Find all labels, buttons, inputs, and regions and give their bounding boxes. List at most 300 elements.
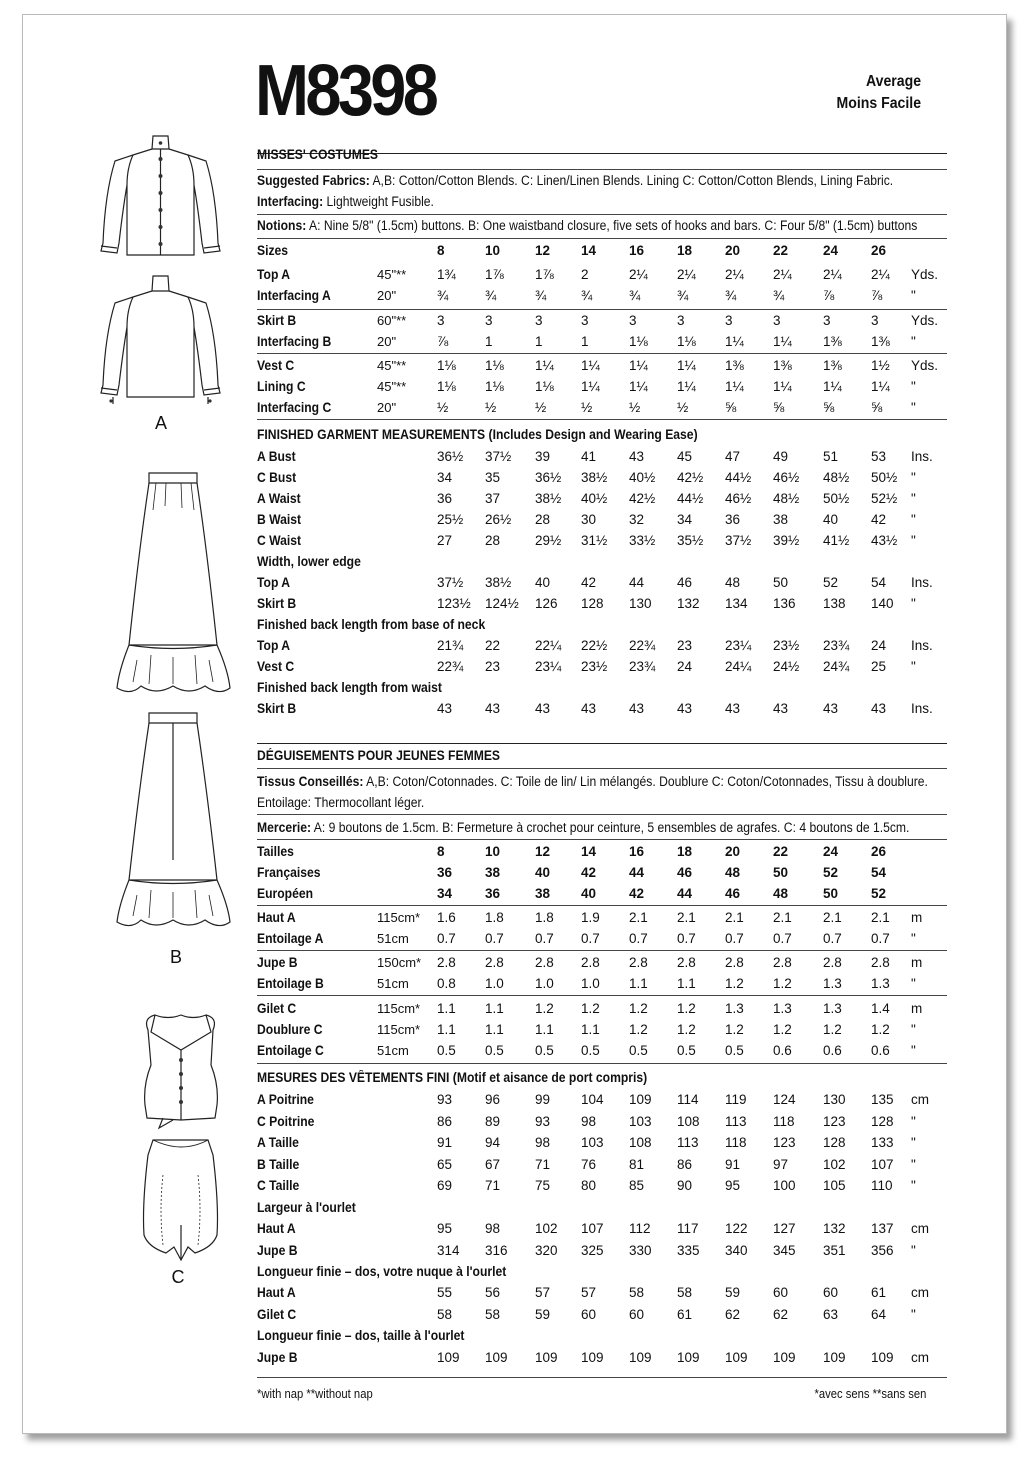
table-cell: 0.7 (581, 931, 600, 946)
table-cell: 2.8 (485, 955, 504, 970)
table-cell: 22¼ (535, 638, 562, 653)
table-cell: 109 (823, 1350, 846, 1365)
table-cell: 109 (629, 1092, 652, 1107)
table-cell: 104 (581, 1092, 604, 1107)
table-cell: 24 (823, 844, 839, 859)
table-cell: 52½ (871, 491, 898, 506)
table-cell: 118 (725, 1135, 747, 1150)
table-cell: 2.8 (437, 955, 456, 970)
table-cell: 51 (823, 449, 839, 464)
table-cell: 1¼ (871, 379, 890, 394)
table-cell: 14 (581, 243, 597, 258)
table-row (257, 447, 957, 468)
table-row (257, 974, 957, 995)
table-cell: 53 (871, 449, 887, 464)
view-b-label: B (169, 947, 182, 967)
table-cell: 43 (485, 701, 501, 716)
table-cell: 1.1 (535, 1022, 554, 1037)
table-cell: 316 (485, 1243, 508, 1258)
fabric-width: 115cm* (377, 1001, 421, 1016)
table-cell: 134 (725, 596, 748, 611)
table-cell: 0.6 (773, 1043, 792, 1058)
table-cell: ¾ (677, 288, 689, 303)
table-cell: 1⅛ (437, 358, 456, 373)
table-cell: 23½ (581, 659, 608, 674)
unit: " (911, 1307, 916, 1322)
row-label: Jupe B (257, 1243, 298, 1258)
table-cell: 48½ (773, 491, 800, 506)
table-cell: 2.8 (581, 955, 600, 970)
table-cell: 38½ (581, 470, 608, 485)
table-cell: ½ (581, 400, 593, 415)
table-cell: 1.1 (629, 976, 648, 991)
table-cell: 36½ (437, 449, 464, 464)
row-label: Top A (257, 575, 291, 590)
table-cell: 42½ (677, 470, 704, 485)
table-cell: 37 (485, 491, 501, 506)
table-cell: 335 (677, 1243, 700, 1258)
table-cell: 42½ (629, 491, 656, 506)
view-c-back-drawing (133, 1135, 228, 1265)
table-cell: 43 (437, 701, 453, 716)
finished-title-fr: MESURES DES VÊTEMENTS FINI (Motif et aisance de port compris) (257, 1070, 648, 1085)
difficulty-level (836, 71, 921, 115)
row-label: Skirt B (257, 701, 297, 716)
table-cell: 1.6 (437, 910, 456, 925)
table-cell: 36 (485, 886, 501, 901)
table-cell: 91 (437, 1135, 453, 1150)
table-row (257, 489, 957, 510)
table-cell: ⅝ (823, 400, 835, 415)
table-cell: 12 (535, 243, 551, 258)
table-cell: 18 (677, 243, 693, 258)
table-cell: 107 (581, 1221, 604, 1236)
fabric-width: 51cm (377, 931, 409, 946)
table-cell: 33½ (629, 533, 656, 548)
table-cell: 122 (725, 1221, 748, 1236)
fabric-width: 60"** (377, 313, 407, 328)
table-cell: 1¼ (773, 379, 792, 394)
table-cell: ½ (629, 400, 641, 415)
table-cell: 1.3 (823, 1001, 842, 1016)
table-cell: 128 (823, 1135, 846, 1150)
table-cell: 1¼ (677, 358, 696, 373)
row-label: Interfacing A (257, 288, 331, 303)
table-cell: 86 (677, 1157, 693, 1172)
table-cell: 2.8 (871, 955, 890, 970)
table-cell: 1⅛ (677, 334, 696, 349)
table-cell: 61 (871, 1285, 887, 1300)
table-cell: 28 (535, 512, 551, 527)
table-cell: 113 (725, 1114, 747, 1129)
table-cell: 1⅞ (535, 267, 554, 282)
table-cell: 1.1 (485, 1022, 504, 1037)
table-cell: 1⅛ (535, 379, 554, 394)
table-row (257, 678, 957, 699)
table-cell: 0.7 (773, 931, 792, 946)
table-cell: 1⅜ (773, 358, 792, 373)
table-row (257, 1176, 957, 1197)
table-cell: 60 (773, 1285, 789, 1300)
row-label: Top A (257, 638, 291, 653)
table-cell: 109 (677, 1350, 700, 1365)
table-cell: 12 (535, 844, 551, 859)
table-cell: 40½ (629, 470, 656, 485)
table-row (257, 863, 957, 884)
footnote-en: *with nap **without nap (257, 1387, 373, 1401)
table-cell: 93 (535, 1114, 551, 1129)
table-cell: 0.5 (725, 1043, 744, 1058)
table-cell: 1¼ (629, 358, 648, 373)
table-cell: 60 (629, 1307, 645, 1322)
table-cell: 2¼ (871, 267, 890, 282)
table-cell: 0.7 (871, 931, 890, 946)
table-cell: ¾ (725, 288, 737, 303)
table-cell: 71 (485, 1178, 501, 1193)
row-label: Gilet C (257, 1307, 297, 1322)
table-cell: 48½ (823, 470, 850, 485)
row-label: Haut A (257, 1285, 296, 1300)
table-cell: 1.3 (871, 976, 890, 991)
row-label: Top A (257, 267, 291, 282)
unit: " (911, 470, 916, 485)
table-cell: 1.2 (629, 1022, 648, 1037)
table-cell: 105 (823, 1178, 846, 1193)
unit: cm (911, 1285, 929, 1300)
row-label: Entoilage C (257, 1043, 324, 1058)
table-cell: 1.8 (485, 910, 504, 925)
table-cell: 3 (823, 313, 831, 328)
table-cell: 3 (581, 313, 589, 328)
table-cell: 117 (677, 1221, 699, 1236)
table-cell: 1⅜ (725, 358, 744, 373)
table-cell: 124 (773, 1092, 796, 1107)
table-row (257, 1219, 957, 1240)
table-cell: 2.1 (823, 910, 842, 925)
table-cell: 23¾ (629, 659, 656, 674)
table-cell: 52 (871, 886, 887, 901)
table-cell: 22¾ (437, 659, 464, 674)
table-cell: 325 (581, 1243, 604, 1258)
table-cell: 109 (725, 1350, 748, 1365)
table-cell: 36 (437, 865, 453, 880)
table-cell: 133 (871, 1135, 894, 1150)
row-label: Sizes (257, 243, 289, 258)
table-cell: ¾ (581, 288, 593, 303)
unit: " (911, 931, 916, 946)
table-cell: 56 (485, 1285, 501, 1300)
table-cell: 46 (677, 575, 693, 590)
table-cell: 330 (629, 1243, 652, 1258)
table-cell: 0.7 (823, 931, 842, 946)
table-cell: 1.9 (581, 910, 600, 925)
table-cell: 60 (823, 1285, 839, 1300)
table-cell: 42 (629, 886, 645, 901)
table-cell: 37½ (725, 533, 752, 548)
table-cell: 46 (725, 886, 741, 901)
table-cell: 1¼ (823, 379, 842, 394)
table-row (257, 636, 957, 657)
table-cell: 138 (823, 596, 846, 611)
table-cell: 0.7 (485, 931, 504, 946)
table-cell: ¾ (437, 288, 449, 303)
table-row (257, 842, 957, 863)
table-cell: 40 (535, 865, 551, 880)
table-cell: 1.2 (677, 1001, 696, 1016)
row-label: C Bust (257, 470, 297, 485)
table-row (257, 699, 957, 720)
table-cell: 14 (581, 844, 597, 859)
table-cell: 24 (823, 243, 839, 258)
table-cell: 110 (871, 1178, 893, 1193)
table-row (257, 1326, 957, 1347)
table-cell: 0.7 (677, 931, 696, 946)
table-cell: 18 (677, 844, 693, 859)
table-cell: 2.8 (677, 955, 696, 970)
row-label: Françaises (257, 865, 321, 880)
table-cell: 1 (581, 334, 589, 349)
table-cell: 132 (677, 596, 700, 611)
table-cell: 31½ (581, 533, 608, 548)
table-cell: 2.8 (773, 955, 792, 970)
table-cell: 23 (485, 659, 501, 674)
table-row (257, 1348, 957, 1369)
table-cell: 59 (725, 1285, 741, 1300)
table-cell: 2¼ (773, 267, 792, 282)
table-cell: 85 (629, 1178, 645, 1193)
table-cell: 95 (437, 1221, 453, 1236)
table-cell: 40½ (581, 491, 608, 506)
table-cell: 3 (437, 313, 445, 328)
fabrics-fr: Tissus Conseillés: A,B: Coton/Cotonnades. C: Toile de lin/ Lin mélangés. Doublure C: Coton/Cotonnades, Tissu à doublure. Entoilage: Thermocollant léger. (257, 774, 928, 810)
table-cell: 0.8 (437, 976, 456, 991)
table-cell: ½ (677, 400, 689, 415)
table-cell: 35 (485, 470, 501, 485)
interfacing-en: Interfacing: Lightweight Fusible. (257, 194, 434, 209)
table-cell: 113 (677, 1135, 699, 1150)
unit: " (911, 1178, 916, 1193)
table-cell: 109 (773, 1350, 796, 1365)
table-cell: 128 (581, 596, 604, 611)
table-cell: 75 (535, 1178, 551, 1193)
table-cell: 102 (823, 1157, 846, 1172)
table-cell: 65 (437, 1157, 453, 1172)
table-cell: 34 (437, 886, 453, 901)
table-cell: 23 (677, 638, 693, 653)
table-cell: 30 (581, 512, 597, 527)
table-cell: 0.6 (823, 1043, 842, 1058)
table-cell: 0.5 (437, 1043, 456, 1058)
table-cell: 90 (677, 1178, 693, 1193)
table-cell: 1.4 (871, 1001, 890, 1016)
table-cell: 1.2 (725, 1022, 744, 1037)
unit: Yds. (911, 358, 939, 373)
table-cell: 3 (629, 313, 637, 328)
table-cell: ⅝ (725, 400, 737, 415)
table-cell: 3 (725, 313, 733, 328)
table-cell: 36 (437, 491, 453, 506)
row-label: B Waist (257, 512, 302, 527)
table-cell: 0.6 (871, 1043, 890, 1058)
unit: m (911, 910, 923, 925)
table-cell: 41½ (823, 533, 850, 548)
table-cell: 21¾ (437, 638, 464, 653)
table-cell: 50 (773, 865, 789, 880)
fabrics-en: Suggested Fabrics: A,B: Cotton/Cotton Blends. C: Linen/Linen Blends. Lining C: Cotton/Cotton Blends, Lining Fabric. (257, 173, 894, 188)
table-cell: 38 (773, 512, 789, 527)
fabric-width: 20" (377, 334, 397, 349)
table-cell: 50½ (871, 470, 898, 485)
finished-title-en: FINISHED GARMENT MEASUREMENTS (Includes Design and Wearing Ease) (257, 427, 698, 442)
table-cell: 1.3 (725, 1001, 744, 1016)
table-cell: ⅞ (823, 288, 835, 303)
row-label: Vest C (257, 659, 295, 674)
table-cell: 3 (677, 313, 685, 328)
unit: " (911, 512, 916, 527)
table-cell: 136 (773, 596, 796, 611)
table-cell: 1⅞ (485, 267, 504, 282)
table-row (257, 468, 957, 489)
table-cell: 64 (871, 1307, 887, 1322)
table-cell: 23¼ (535, 659, 562, 674)
table-cell: 36 (725, 512, 741, 527)
table-cell: 1¼ (581, 358, 600, 373)
table-cell: 119 (725, 1092, 747, 1107)
table-cell: 38½ (535, 491, 562, 506)
table-cell: 29½ (535, 533, 562, 548)
table-cell: 40 (535, 575, 551, 590)
table-cell: 1¼ (773, 334, 792, 349)
table-cell: 1.2 (773, 976, 792, 991)
table-cell: 52 (823, 575, 839, 590)
table-cell: 8 (437, 844, 445, 859)
table-cell: 47 (725, 449, 741, 464)
table-cell: 28 (485, 533, 501, 548)
table-cell: 34 (677, 512, 693, 527)
table-cell: 130 (629, 596, 652, 611)
table-row (257, 1155, 957, 1176)
unit: " (911, 491, 916, 506)
table-cell: 38½ (485, 575, 512, 590)
row-label: A Taille (257, 1135, 299, 1150)
table-cell: 54 (871, 575, 887, 590)
row-label: Finished back length from waist (257, 680, 442, 695)
table-cell: 26 (871, 844, 887, 859)
table-cell: 1.2 (725, 976, 744, 991)
table-cell: 0.7 (437, 931, 456, 946)
table-cell: 2.8 (725, 955, 744, 970)
unit: cm (911, 1221, 929, 1236)
table-cell: 0.7 (629, 931, 648, 946)
row-label: Entoilage A (257, 931, 324, 946)
table-cell: 20 (725, 243, 741, 258)
table-cell: 62 (725, 1307, 741, 1322)
table-cell: ½ (535, 400, 547, 415)
table-cell: ⅞ (437, 334, 449, 349)
table-cell: 86 (437, 1114, 453, 1129)
row-label: Jupe B (257, 1350, 298, 1365)
table-cell: 43 (823, 701, 839, 716)
table-row (257, 265, 957, 286)
unit: m (911, 1001, 923, 1016)
table-cell: 1.1 (437, 1001, 456, 1016)
table-cell: 35½ (677, 533, 704, 548)
table-cell: 98 (485, 1221, 501, 1236)
table-cell: 109 (871, 1350, 894, 1365)
table-cell: 356 (871, 1243, 894, 1258)
table-cell: 44½ (725, 470, 752, 485)
table-cell: 351 (823, 1243, 846, 1258)
row-label: A Bust (257, 449, 296, 464)
table-cell: 1¼ (535, 358, 554, 373)
table-cell: 43 (725, 701, 741, 716)
table-cell: 1¼ (677, 379, 696, 394)
table-cell: 71 (535, 1157, 551, 1172)
table-cell: 2¼ (823, 267, 842, 282)
table-cell: 1.3 (773, 1001, 792, 1016)
unit: Yds. (911, 313, 939, 328)
fabric-width: 115cm* (377, 1022, 421, 1037)
fabric-width: 51cm (377, 1043, 409, 1058)
table-cell: 1.0 (485, 976, 504, 991)
row-label: C Waist (257, 533, 302, 548)
fabric-width: 45"** (377, 379, 407, 394)
table-cell: 2.1 (871, 910, 890, 925)
table-cell: ¾ (629, 288, 641, 303)
view-a-label: A (154, 413, 167, 433)
table-row (257, 1305, 957, 1326)
table-cell: 109 (437, 1350, 460, 1365)
row-label: B Taille (257, 1157, 300, 1172)
row-label: Interfacing B (257, 334, 332, 349)
table-cell: ⅝ (871, 400, 883, 415)
table-cell: 48 (725, 575, 741, 590)
row-label: A Waist (257, 491, 301, 506)
table-cell: 124½ (485, 596, 519, 611)
table-cell: 1.2 (871, 1022, 890, 1037)
table-cell: 62 (773, 1307, 789, 1322)
footnote-fr: *avec sens **sans sen (814, 1387, 926, 1401)
view-c-front-drawing (133, 1010, 228, 1130)
unit: " (911, 288, 916, 303)
unit: m (911, 955, 923, 970)
table-cell: 98 (581, 1114, 597, 1129)
table-row (257, 531, 957, 552)
table-cell: 25 (871, 659, 887, 674)
table-cell: 108 (677, 1114, 700, 1129)
fabric-width: 150cm* (377, 955, 422, 970)
table-row (257, 999, 957, 1020)
table-cell: 0.5 (581, 1043, 600, 1058)
table-cell: 42 (871, 512, 887, 527)
table-cell: 43 (535, 701, 551, 716)
table-cell: 1¼ (581, 379, 600, 394)
table-cell: 42 (581, 865, 597, 880)
table-cell: 2 (581, 267, 589, 282)
table-cell: 58 (437, 1307, 453, 1322)
table-row (257, 1241, 957, 1262)
unit: Ins. (911, 701, 933, 716)
table-cell: ½ (437, 400, 449, 415)
table-cell: 345 (773, 1243, 796, 1258)
table-cell: 109 (485, 1350, 508, 1365)
table-cell: 58 (629, 1285, 645, 1300)
table-cell: 24¾ (823, 659, 850, 674)
table-cell: 16 (629, 243, 645, 258)
table-cell: 36½ (535, 470, 562, 485)
table-cell: 1¼ (725, 379, 744, 394)
table-cell: 10 (485, 243, 501, 258)
